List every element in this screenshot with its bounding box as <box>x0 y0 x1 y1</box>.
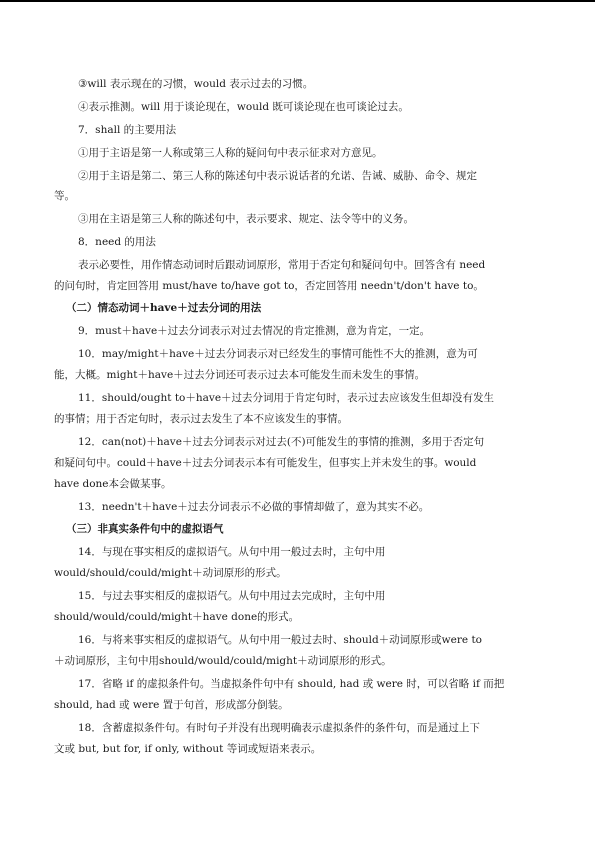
text-line: 和疑问句中。could＋have＋过去分词表示本有可能发生，但事实上并未发生的事。would <box>54 457 477 469</box>
text-line: 15．与过去事实相反的虚拟语气。从句中用过去完成时，主句中用 <box>78 590 386 602</box>
text-line: 14．与现在事实相反的虚拟语气。从句中用一般过去时，主句中用 <box>78 546 386 558</box>
text-line: 16．与将来事实相反的虚拟语气。从句中用一般过去时、should＋动词原形或were to <box>78 634 482 646</box>
text-line: 11．should/ought to＋have＋过去分词用于肯定句时，表示过去应该发生但却没有发生 <box>78 392 495 404</box>
text-line: 18．含蓄虚拟条件句。有时句子并没有出现明确表示虚拟条件的条件句，而是通过上下 <box>78 722 480 734</box>
text-line: 8．need 的用法 <box>78 236 156 248</box>
text-line: would/should/could/might＋动词原形的形式。 <box>54 567 287 579</box>
text-line: 等。 <box>54 190 75 202</box>
text-line: 10．may/might＋have＋过去分词表示对已经发生的事情可能性不大的推测，意为可 <box>78 348 478 360</box>
text-line: 12．can(not)＋have＋过去分词表示对过去(不)可能发生的事情的推测，多用于否定句 <box>78 436 485 448</box>
text-line: ④表示推测。will 用于谈论现在，would 既可谈论现在也可谈论过去。 <box>78 101 409 113</box>
text-line: 13．needn't＋have＋过去分词表示不必做的事情却做了，意为其实不必。 <box>78 501 430 513</box>
text-line: 表示必要性，用作情态动词时后跟动词原形，常用于否定句和疑问句中。回答含有 need <box>78 259 486 271</box>
text-line: 7．shall 的主要用法 <box>78 124 177 136</box>
top-border <box>0 0 595 2</box>
text-line: ③用在主语是第三人称的陈述句中，表示要求、规定、法令等中的义务。 <box>78 213 414 225</box>
text-line: ①用于主语是第一人称或第三人称的疑问句中表示征求对方意见。 <box>78 147 383 159</box>
text-line: ③will 表示现在的习惯，would 表示过去的习惯。 <box>78 78 314 90</box>
section-heading: （三）非真实条件句中的虚拟语气 <box>66 523 224 535</box>
text-line: 9．must＋have＋过去分词表示对过去情况的肯定推测，意为肯定，一定。 <box>78 325 431 337</box>
text-line: should, had 或 were 置于句首，形成部分倒装。 <box>54 699 289 711</box>
text-line: 的问句时，肯定回答用 must/have to/have got to，否定回答用 needn't/don't have to。 <box>54 280 484 292</box>
text-line: ＋动词原形，主句中用should/would/could/might＋动词原形的形式。 <box>54 655 392 667</box>
text-line: have done本会做某事。 <box>54 478 172 490</box>
section-heading: （二）情态动词＋have＋过去分词的用法 <box>66 302 262 314</box>
text-line: should/would/could/might＋have done的形式。 <box>54 611 300 623</box>
text-line: 的事情；用于否定句时，表示过去发生了本不应该发生的事情。 <box>54 413 348 425</box>
text-line: 文或 but, but for, if only, without 等词或短语来表示。 <box>54 743 322 755</box>
text-line: ②用于主语是第二、第三人称的陈述句中表示说话者的允诺、告诫、威胁、命令、规定 <box>78 170 477 182</box>
text-line: 17．省略 if 的虚拟条件句。当虚拟条件句中有 should, had 或 were 时，可以省略 if 而把 <box>78 678 505 690</box>
text-line: 能，大概。might＋have＋过去分词还可表示过去本可能发生而未发生的事情。 <box>54 369 426 381</box>
